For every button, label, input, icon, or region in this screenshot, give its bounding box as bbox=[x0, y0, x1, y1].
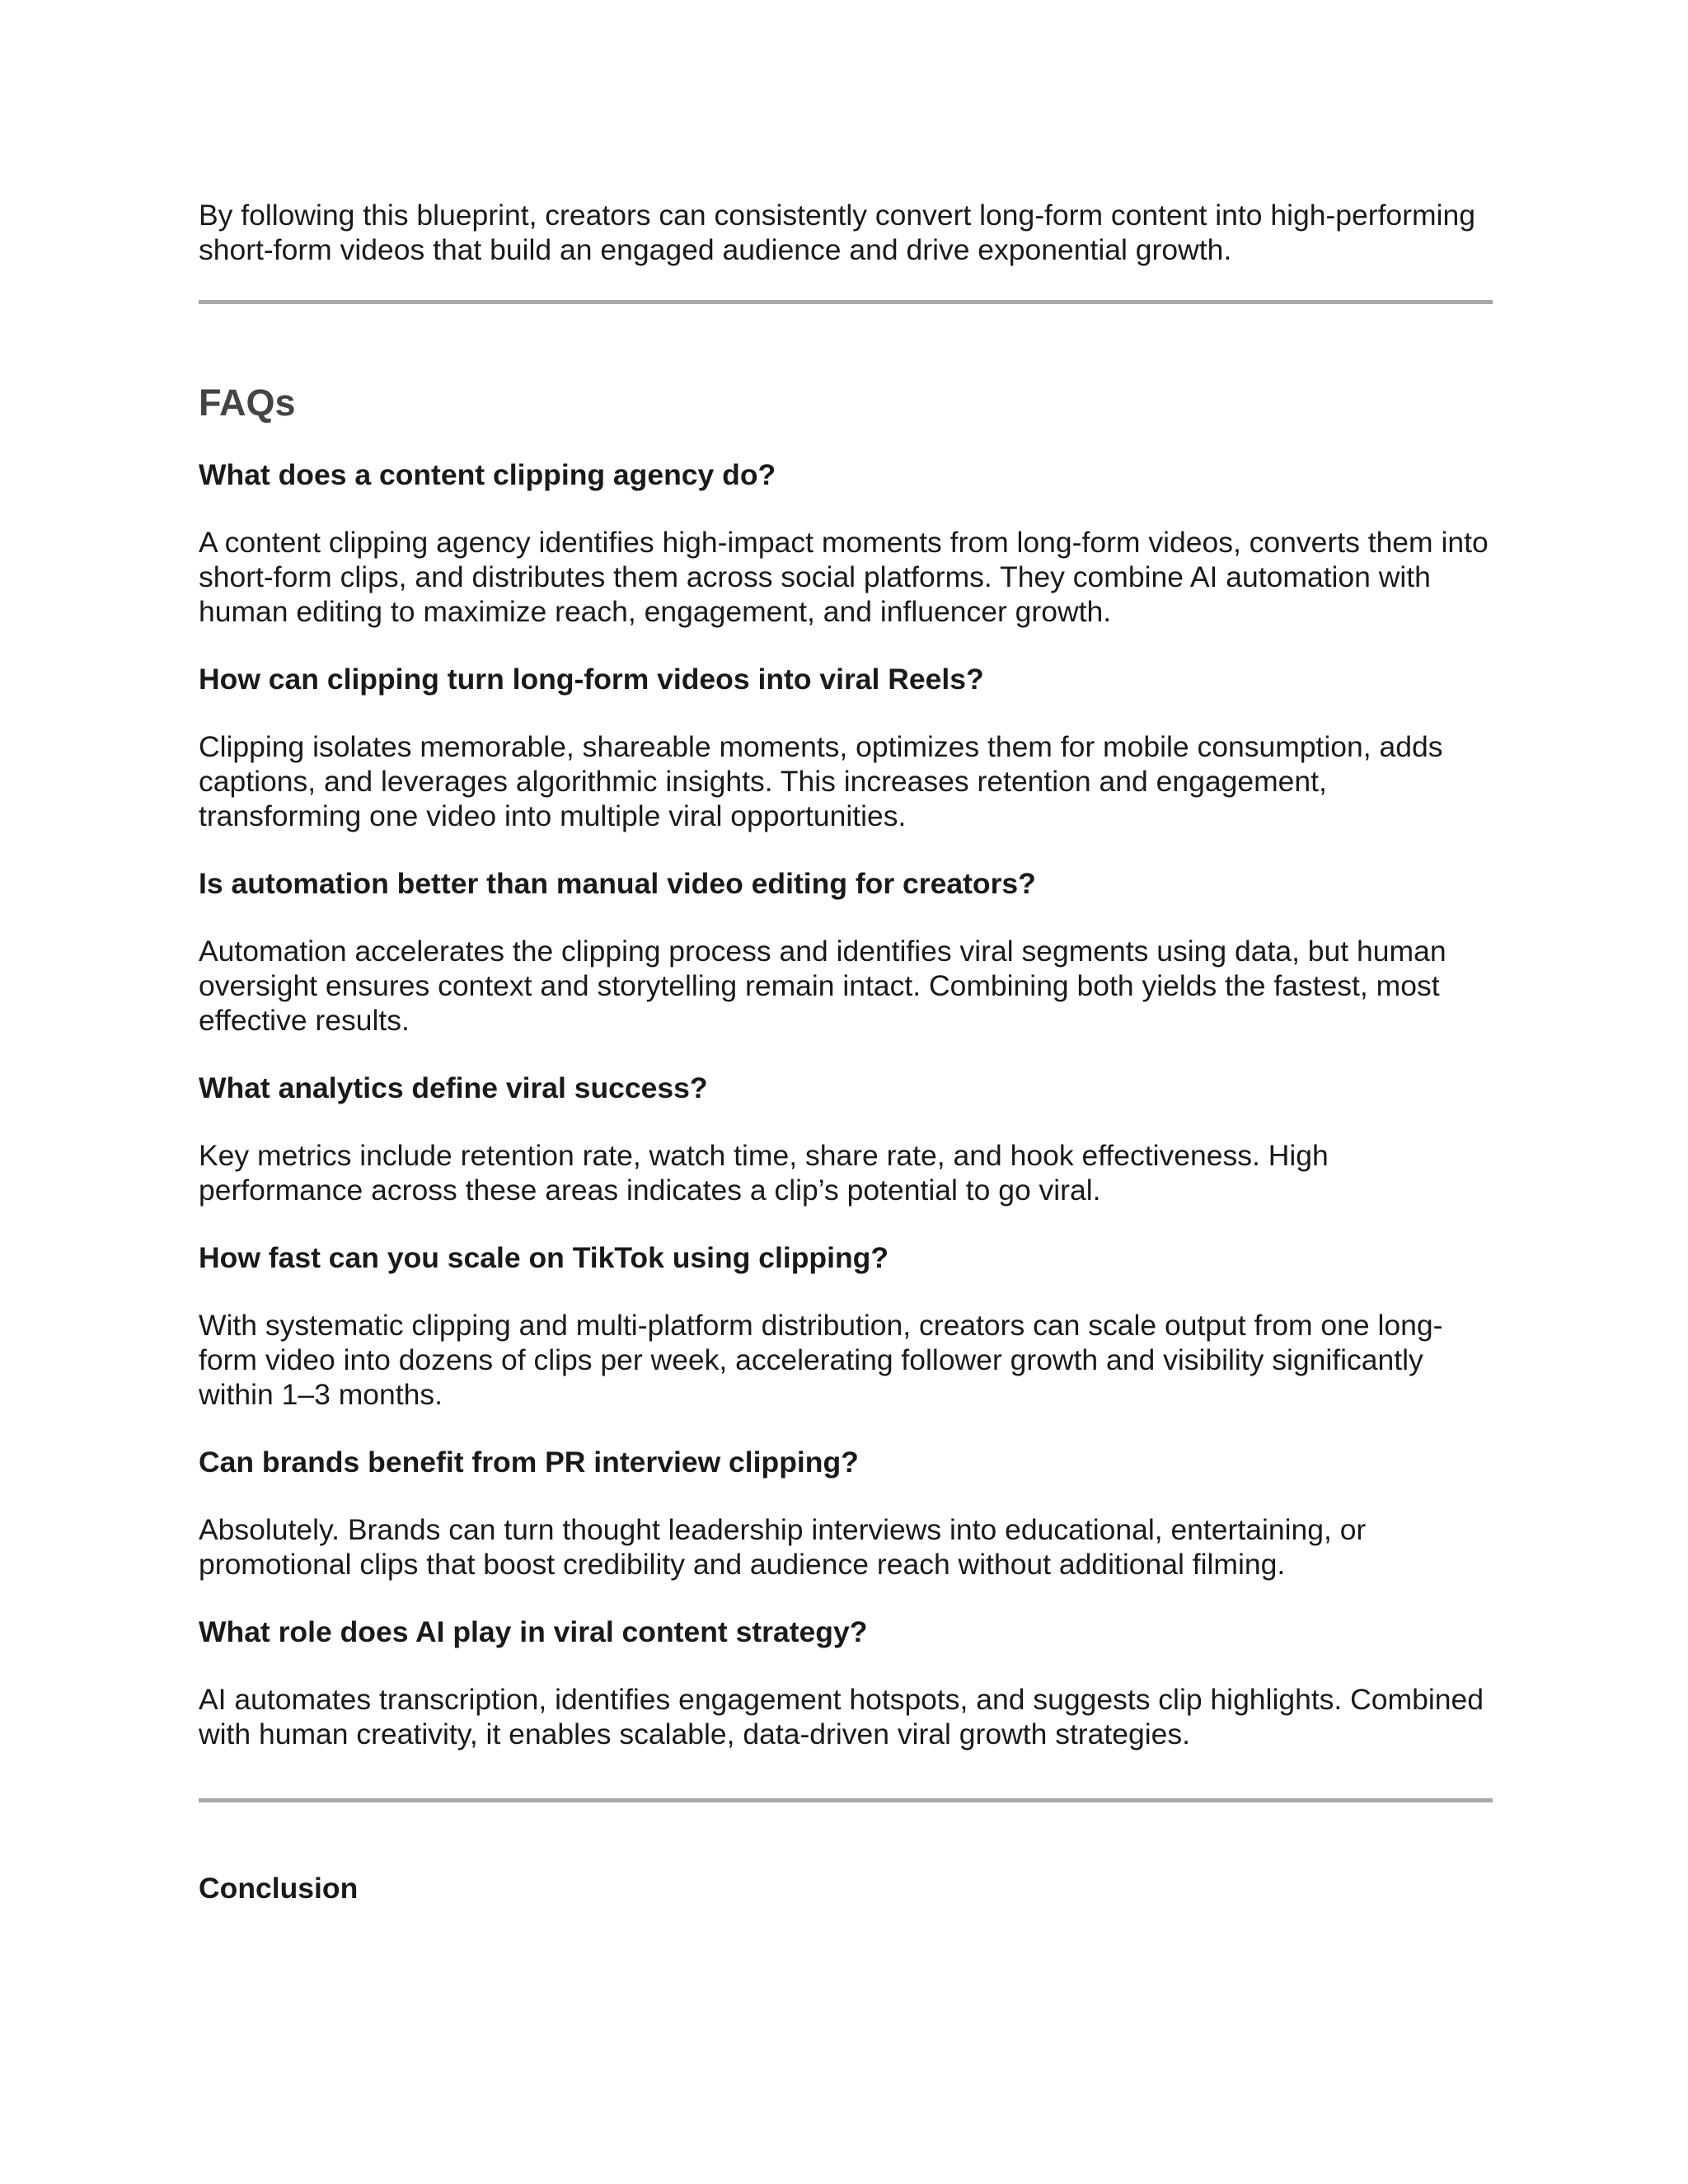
faq-answer: Automation accelerates the clipping process and identifies viral segments using data, but human oversight ensures context and storytelling remain intact. Combining both yields the fastest, most effective results. bbox=[199, 935, 1447, 1037]
faqs-heading: FAQs bbox=[199, 382, 296, 424]
faq-item bbox=[199, 1615, 1493, 1751]
faq-question: What does a content clipping agency do? bbox=[199, 458, 776, 491]
faq-item bbox=[199, 1071, 1493, 1207]
conclusion-heading: Conclusion bbox=[199, 1872, 359, 1905]
faq-item bbox=[199, 662, 1493, 833]
faq-question: What analytics define viral success? bbox=[199, 1071, 708, 1104]
faq-question: How can clipping turn long-form videos into viral Reels? bbox=[199, 663, 984, 696]
faq-answer: Absolutely. Brands can turn thought leadership interviews into educational, entertaining, or promotional clips that boost credibility and audience reach without additional filming. bbox=[199, 1513, 1367, 1581]
faq-item bbox=[199, 866, 1493, 1038]
faq-question: Can brands benefit from PR interview clipping? bbox=[199, 1446, 859, 1479]
horizontal-divider bbox=[199, 1798, 1493, 1802]
faq-answer: Clipping isolates memorable, shareable moments, optimizes them for mobile consumption, adds captions, and leverages algorithmic insights. This increases retention and engagement, transforming one video into multiple viral opportunities. bbox=[199, 730, 1443, 832]
faq-answer: A content clipping agency identifies high-impact moments from long-form videos, converts them into short-form clips, and distributes them across social platforms. They combine AI automation with human editing to maximize reach, engagement, and influencer growth. bbox=[199, 526, 1489, 628]
faq-question: Is automation better than manual video editing for creators? bbox=[199, 867, 1036, 900]
faq-list bbox=[199, 457, 1493, 1784]
faq-item bbox=[199, 1240, 1493, 1412]
faq-item bbox=[199, 457, 1493, 629]
faq-question: How fast can you scale on TikTok using clipping? bbox=[199, 1241, 889, 1274]
intro-paragraph: By following this blueprint, creators can consistently convert long-form content into high-performing short-form videos that build an engaged audience and drive exponential growth. bbox=[199, 199, 1475, 266]
faq-answer: AI automates transcription, identifies engagement hotspots, and suggests clip highlights. Combined with human creativity, it enables scalable, data-driven viral growth strategies. bbox=[199, 1683, 1484, 1750]
faq-answer: With systematic clipping and multi-platform distribution, creators can scale output from one long-form video into dozens of clips per week, accelerating follower growth and visibility significantly within 1–3 months. bbox=[199, 1309, 1443, 1411]
faq-item bbox=[199, 1445, 1493, 1582]
faq-question: What role does AI play in viral content strategy? bbox=[199, 1615, 868, 1648]
faq-answer: Key metrics include retention rate, watch time, share rate, and hook effectiveness. High performance across these areas indicates a clip’s potential to go viral. bbox=[199, 1139, 1329, 1207]
horizontal-divider bbox=[199, 300, 1493, 304]
